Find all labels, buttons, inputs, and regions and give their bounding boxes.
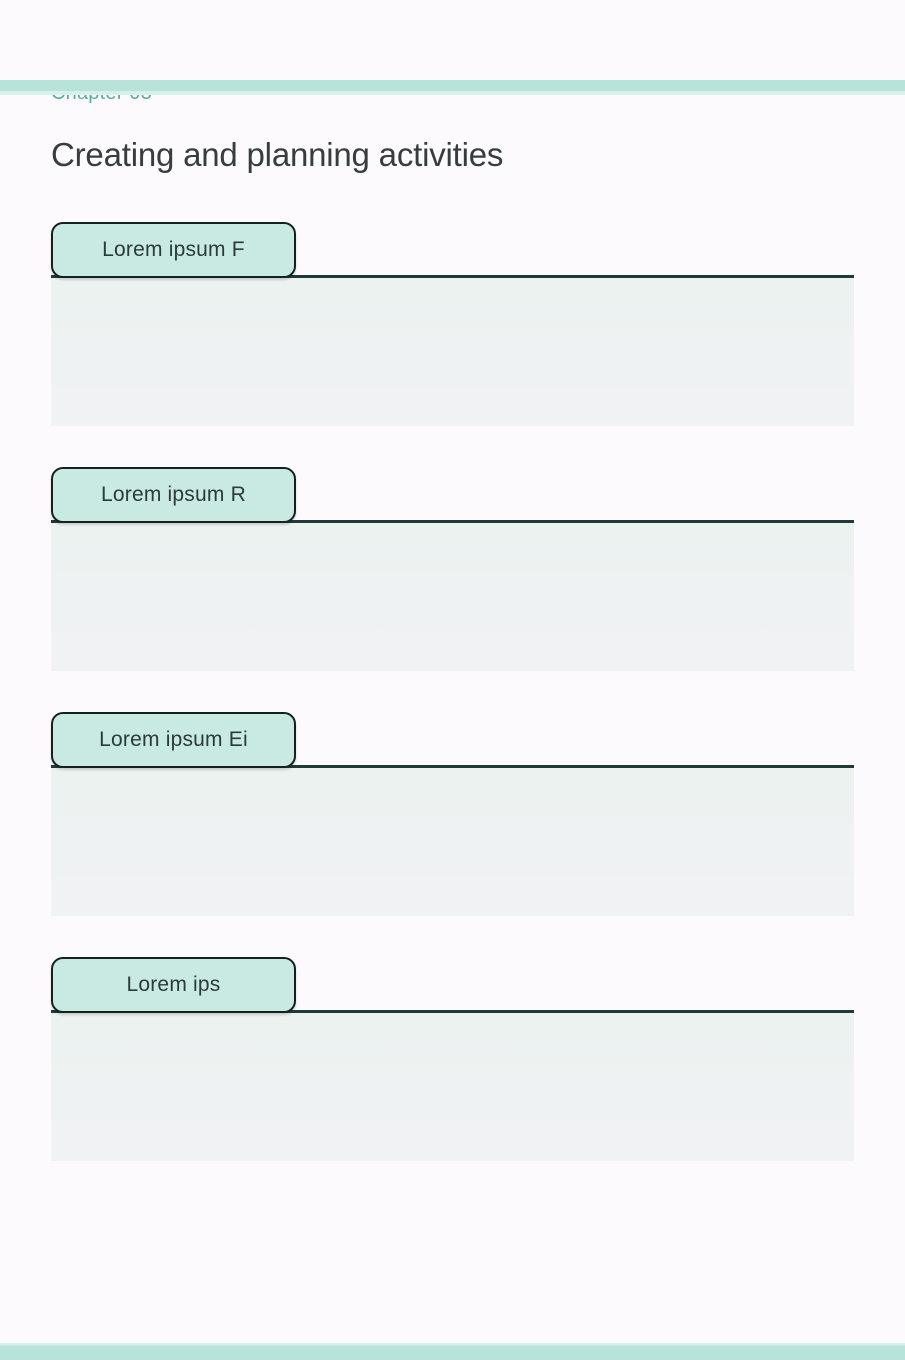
activity-panel-3 bbox=[51, 765, 854, 916]
activity-panel-4 bbox=[51, 1010, 854, 1161]
activity-tab-3[interactable] bbox=[51, 712, 296, 768]
activity-section bbox=[51, 957, 854, 1161]
activity-tab-label: Lorem ipsum Ei bbox=[99, 728, 248, 751]
activity-tab-label: Lorem ipsum F bbox=[102, 238, 245, 261]
activity-sections bbox=[51, 222, 854, 1161]
bottom-accent-bar bbox=[0, 1343, 905, 1360]
activity-tab-4[interactable] bbox=[51, 957, 296, 1013]
activity-tab-1[interactable] bbox=[51, 222, 296, 278]
activity-tab-2[interactable] bbox=[51, 467, 296, 523]
page-content bbox=[0, 80, 905, 1161]
activity-section bbox=[51, 712, 854, 916]
activity-section bbox=[51, 222, 854, 426]
activity-panel-1 bbox=[51, 275, 854, 426]
activity-tab-label: Lorem ips bbox=[126, 973, 221, 996]
activity-panel-2 bbox=[51, 520, 854, 671]
page-title: Creating and planning activities bbox=[51, 136, 504, 173]
top-accent-bar bbox=[0, 80, 905, 95]
activity-section bbox=[51, 467, 854, 671]
activity-tab-label: Lorem ipsum R bbox=[101, 483, 246, 506]
